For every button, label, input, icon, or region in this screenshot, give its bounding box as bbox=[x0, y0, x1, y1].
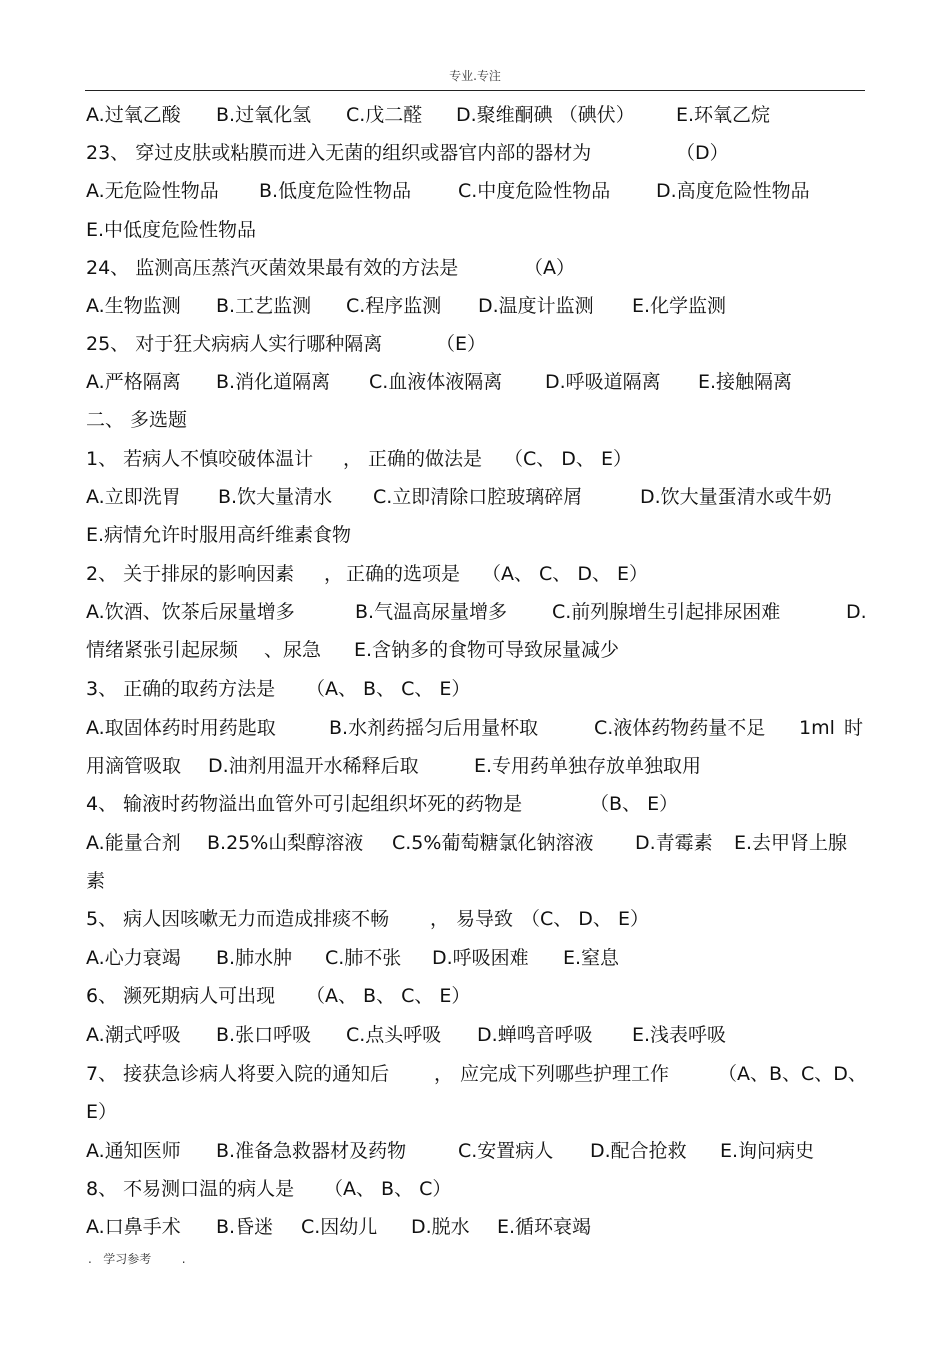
text-line bbox=[86, 751, 866, 781]
text-segment: 1ml bbox=[799, 717, 835, 739]
text-segment: （A、B、C、D、 bbox=[718, 1063, 867, 1085]
text-segment: C.中度危险性物品 bbox=[458, 180, 611, 202]
text-line bbox=[86, 444, 866, 474]
text-segment: B.水剂药摇匀后用量杯取 bbox=[329, 717, 539, 739]
text-segment: C.液体药物药量不足 bbox=[594, 717, 766, 739]
text-segment: 正确的做法是 bbox=[368, 448, 483, 470]
text-segment: C.肺不张 bbox=[325, 947, 402, 969]
text-segment: 1、 若病人不慎咬破体温计 bbox=[86, 448, 314, 470]
text-segment: C.戊二醛 bbox=[346, 104, 423, 126]
text-segment: （A、 B、 C、 E） bbox=[306, 678, 471, 700]
text-segment: A.过氧乙酸 bbox=[86, 104, 181, 126]
header-divider bbox=[85, 90, 865, 91]
text-line bbox=[86, 176, 866, 206]
text-segment: A.立即洗胃 bbox=[86, 486, 181, 508]
text-segment: （B、 E） bbox=[590, 793, 679, 815]
text-segment: B.25%山梨醇溶液 bbox=[207, 832, 364, 854]
text-segment: E.接触隔离 bbox=[698, 371, 793, 393]
text-line bbox=[86, 981, 866, 1011]
text-segment: D.呼吸道隔离 bbox=[545, 371, 661, 393]
text-line bbox=[86, 943, 866, 973]
text-segment: D.聚维酮碘 （碘伏） bbox=[456, 104, 635, 126]
text-line bbox=[86, 1136, 866, 1166]
text-line bbox=[86, 1212, 866, 1242]
text-segment: A.通知医师 bbox=[86, 1140, 181, 1162]
text-segment: E.专用药单独存放单独取用 bbox=[474, 755, 702, 777]
text-segment: E.中低度危险性物品 bbox=[86, 219, 257, 241]
text-segment: A.无危险性物品 bbox=[86, 180, 219, 202]
text-line bbox=[86, 291, 866, 321]
text-line bbox=[86, 597, 866, 627]
text-line bbox=[86, 215, 866, 245]
text-line bbox=[86, 904, 866, 934]
text-segment: D.蝉鸣音呼吸 bbox=[477, 1024, 593, 1046]
text-line bbox=[86, 789, 866, 819]
text-line bbox=[86, 828, 866, 858]
text-segment: B.张口呼吸 bbox=[216, 1024, 312, 1046]
page-footer: . 学习参考 . bbox=[88, 1252, 186, 1266]
text-segment: E.环氧乙烷 bbox=[676, 104, 771, 126]
text-segment: B.准备急救器材及药物 bbox=[216, 1140, 407, 1162]
text-segment: 25、 对于狂犬病病人实行哪种隔离 bbox=[86, 333, 383, 355]
text-segment: A.口鼻手术 bbox=[86, 1216, 181, 1238]
text-line bbox=[86, 482, 866, 512]
text-segment: B.过氧化氢 bbox=[216, 104, 312, 126]
text-segment: 素 bbox=[86, 870, 106, 892]
text-segment: B.昏迷 bbox=[216, 1216, 274, 1238]
text-segment: ， bbox=[434, 1063, 454, 1085]
text-segment: D.高度危险性物品 bbox=[656, 180, 810, 202]
text-line bbox=[86, 100, 866, 130]
text-line bbox=[86, 674, 866, 704]
text-line bbox=[86, 866, 866, 896]
text-segment: E.去甲肾上腺 bbox=[734, 832, 848, 854]
text-segment: A.饮酒、饮茶后尿量增多 bbox=[86, 601, 295, 623]
text-segment: B.工艺监测 bbox=[216, 295, 312, 317]
text-segment: C.程序监测 bbox=[346, 295, 442, 317]
text-segment: 应完成下列哪些护理工作 bbox=[460, 1063, 670, 1085]
text-segment: E.窒息 bbox=[563, 947, 620, 969]
text-segment: E.化学监测 bbox=[632, 295, 727, 317]
text-segment: C.安置病人 bbox=[458, 1140, 554, 1162]
text-line bbox=[86, 1059, 866, 1089]
text-segment: （A、 B、 C） bbox=[324, 1178, 452, 1200]
text-segment: E.含钠多的食物可导致尿量减少 bbox=[354, 639, 620, 661]
text-segment: （A、 C、 D、 E） bbox=[482, 563, 649, 585]
text-line bbox=[86, 253, 866, 283]
text-line bbox=[86, 1097, 866, 1127]
text-line bbox=[86, 329, 866, 359]
text-segment: 5、 病人因咳嗽无力而造成排痰不畅 bbox=[86, 908, 390, 930]
text-line bbox=[86, 520, 866, 550]
text-segment: 正确的选项是 bbox=[346, 563, 461, 585]
text-segment: 情绪紧张引起尿频 bbox=[86, 639, 239, 661]
text-segment: D.饮大量蛋清水或牛奶 bbox=[640, 486, 832, 508]
text-segment: E.循环衰竭 bbox=[497, 1216, 592, 1238]
text-segment: D.配合抢救 bbox=[590, 1140, 687, 1162]
text-segment: D. bbox=[846, 601, 867, 623]
text-segment: C.5%葡萄糖氯化钠溶液 bbox=[392, 832, 594, 854]
text-segment: B.消化道隔离 bbox=[216, 371, 331, 393]
text-line bbox=[86, 1174, 866, 1204]
text-segment: （A） bbox=[524, 257, 575, 279]
text-segment: E） bbox=[86, 1101, 118, 1123]
text-segment: 8、 不易测口温的病人是 bbox=[86, 1178, 295, 1200]
text-segment: 易导致 bbox=[456, 908, 514, 930]
page-header: 专业.专注 bbox=[449, 69, 501, 83]
text-segment: ， bbox=[430, 908, 450, 930]
text-segment: ， bbox=[343, 448, 363, 470]
text-segment: （A、 B、 C、 E） bbox=[306, 985, 471, 1007]
text-segment: 24、 监测高压蒸汽灭菌效果最有效的方法是 bbox=[86, 257, 459, 279]
text-segment: E.询问病史 bbox=[720, 1140, 815, 1162]
text-segment: （D） bbox=[676, 142, 729, 164]
text-segment: 7、 接获急诊病人将要入院的通知后 bbox=[86, 1063, 390, 1085]
text-segment: 时 bbox=[844, 717, 864, 739]
text-segment: A.取固体药时用药匙取 bbox=[86, 717, 276, 739]
text-segment: 23、 穿过皮肤或粘膜而进入无菌的组织或器官内部的器材为 bbox=[86, 142, 592, 164]
text-segment: A.严格隔离 bbox=[86, 371, 181, 393]
text-segment: C.点头呼吸 bbox=[346, 1024, 442, 1046]
text-segment: C.立即清除口腔玻璃碎屑 bbox=[373, 486, 583, 508]
text-segment: A.心力衰竭 bbox=[86, 947, 181, 969]
text-line bbox=[86, 367, 866, 397]
text-segment: 、尿急 bbox=[264, 639, 322, 661]
text-segment: C.血液体液隔离 bbox=[369, 371, 503, 393]
text-segment: B.低度危险性物品 bbox=[259, 180, 412, 202]
text-segment: A.潮式呼吸 bbox=[86, 1024, 181, 1046]
text-segment: C.因幼儿 bbox=[301, 1216, 378, 1238]
text-line bbox=[86, 635, 866, 665]
text-segment: D.油剂用温开水稀释后取 bbox=[208, 755, 419, 777]
text-segment: B.气温高尿量增多 bbox=[355, 601, 508, 623]
text-segment: D.呼吸困难 bbox=[432, 947, 529, 969]
text-segment: E.浅表呼吸 bbox=[632, 1024, 727, 1046]
text-segment: E.病情允许时服用高纤维素食物 bbox=[86, 524, 352, 546]
text-segment: A.能量合剂 bbox=[86, 832, 181, 854]
text-line bbox=[86, 405, 866, 435]
text-segment: C.前列腺增生引起排尿困难 bbox=[552, 601, 781, 623]
text-line bbox=[86, 1020, 866, 1050]
text-segment: ， bbox=[324, 563, 344, 585]
text-segment: A.生物监测 bbox=[86, 295, 181, 317]
text-segment: 4、 输液时药物溢出血管外可引起组织坏死的药物是 bbox=[86, 793, 523, 815]
text-segment: D.青霉素 bbox=[635, 832, 713, 854]
text-segment: B.肺水肿 bbox=[216, 947, 293, 969]
text-line bbox=[86, 138, 866, 168]
text-segment: 二、 多选题 bbox=[86, 409, 188, 431]
text-line bbox=[86, 713, 866, 743]
text-segment: 用滴管吸取 bbox=[86, 755, 182, 777]
text-segment: 2、 关于排尿的影响因素 bbox=[86, 563, 295, 585]
text-segment: B.饮大量清水 bbox=[218, 486, 333, 508]
text-segment: 6、 濒死期病人可出现 bbox=[86, 985, 276, 1007]
text-line bbox=[86, 559, 866, 589]
text-segment: （E） bbox=[436, 333, 487, 355]
text-segment: D.温度计监测 bbox=[478, 295, 594, 317]
text-segment: D.脱水 bbox=[411, 1216, 470, 1238]
text-segment: 3、 正确的取药方法是 bbox=[86, 678, 276, 700]
text-segment: （C、 D、 E） bbox=[521, 908, 649, 930]
text-segment: （C、 D、 E） bbox=[504, 448, 632, 470]
